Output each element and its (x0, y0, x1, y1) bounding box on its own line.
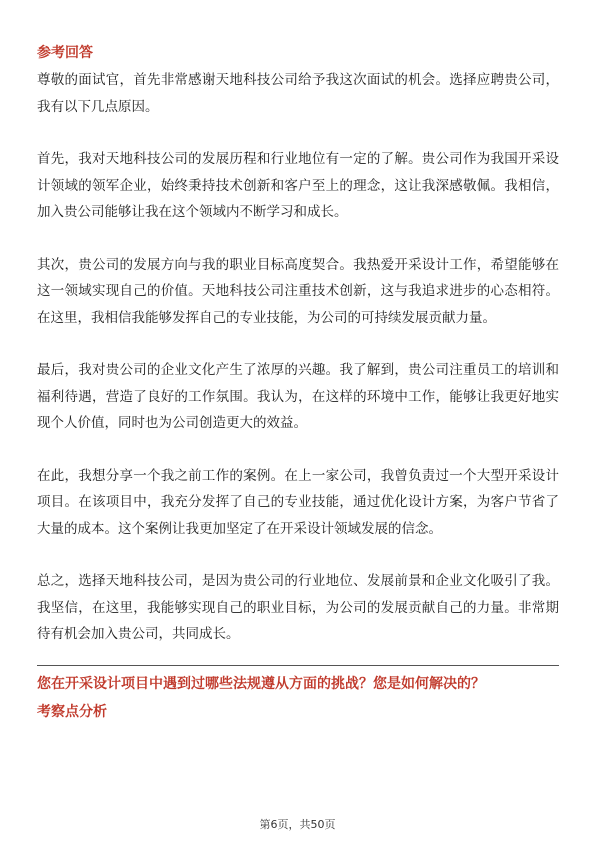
paragraph-intro: 尊敬的面试官，首先非常感谢天地科技公司给予我这次面试的机会。选择应聘贵公司，我有以下几点原因。 (37, 72, 559, 115)
section-divider (37, 665, 559, 666)
page-footer: 第6页，共50页 (259, 818, 336, 831)
paragraph-first-reason: 首先，我对天地科技公司的发展历程和行业地位有一定的了解。贵公司作为我国开采设计领域的领军企业，始终秉持技术创新和客户至上的理念，这让我深感敬佩。我相信，加入贵公司能够让我在这个领域内不断学习和成长。 (37, 151, 559, 220)
paragraph-second-reason: 其次，贵公司的发展方向与我的职业目标高度契合。我热爱开采设计工作，希望能够在这一领域实现自己的价值。天地科技公司注重技术创新，这与我追求进步的心态相符。在这里，我相信我能够发挥自己的专业技能，为公司的可持续发展贡献力量。 (37, 256, 559, 326)
analysis-heading: 考察点分析 (37, 703, 107, 720)
paragraph-third-reason: 最后，我对贵公司的企业文化产生了浓厚的兴趣。我了解到，贵公司注重员工的培训和福利待遇，营造了良好的工作氛围。我认为，在这样的环境中工作，能够让我更好地实现个人价值，同时也为公司创造更大的效益。 (37, 362, 559, 431)
page-content (37, 42, 559, 723)
paragraph-conclusion: 总之，选择天地科技公司，是因为贵公司的行业地位、发展前景和企业文化吸引了我。我坚信，在这里，我能够实现自己的职业目标，为公司的发展贡献自己的力量。非常期待有机会加入贵公司，共同成长。 (37, 573, 559, 642)
paragraph-case-study: 在此，我想分享一个我之前工作的案例。在上一家公司，我曾负责过一个大型开采设计项目。在该项目中，我充分发挥了自己的专业技能，通过优化设计方案，为客户节省了大量的成本。这个案例让我更加坚定了在开采设计领域发展的信念。 (37, 467, 559, 537)
answer-heading: 参考回答 (37, 45, 93, 61)
next-question: 您在开采设计项目中遇到过哪些法规遵从方面的挑战？您是如何解决的？ (37, 675, 485, 692)
